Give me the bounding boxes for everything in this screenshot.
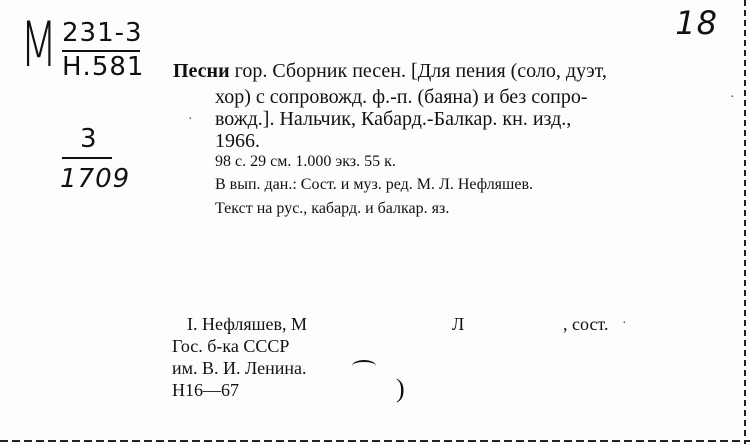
- speck-mark: ·: [188, 112, 193, 127]
- library-name-line-1: Гос. б-ка СССР: [172, 336, 290, 356]
- page-number: 18: [675, 4, 718, 42]
- card-edge-right: [744, 0, 746, 444]
- pen-mark-arc: [352, 360, 376, 372]
- entry-line-1: [173, 60, 607, 83]
- tracing-initial: Л: [452, 314, 465, 334]
- tracing-role: , сост.: [563, 314, 609, 334]
- inventory-divider: [62, 157, 112, 159]
- call-code-top: 231-3: [62, 18, 143, 48]
- entry-line-3: вожд.]. Нальчик, Кабард.-Балкар. кн. изд.,: [215, 108, 572, 130]
- speck-mark: ·: [622, 316, 627, 331]
- pen-mark-bracket: ): [396, 374, 405, 403]
- library-name-line-2: им. В. И. Ленина.: [172, 358, 307, 378]
- entry-line-2: хор) с сопровожд. ф.-п. (баяна) и без сопро-: [215, 86, 588, 108]
- entry-line-1-rest: гор. Сборник песен. [Для пения (соло, дуэт,: [234, 60, 607, 82]
- entry-language-note: Текст на рус., кабард. и балкар. яз.: [215, 200, 450, 217]
- speck-mark: ·: [730, 90, 735, 105]
- card-edge-bottom: [0, 440, 750, 442]
- entry-title: Песни: [173, 60, 230, 82]
- card-code: Н16—67: [172, 380, 239, 400]
- inventory-number-bottom: 1709: [60, 164, 131, 194]
- shelf-letter: М: [20, 8, 59, 81]
- tracing-author: I. Нефляшев, М: [187, 314, 308, 334]
- inventory-number-top: 3: [80, 124, 98, 154]
- entry-credits: В вып. дан.: Сост. и муз. ред. М. Л. Нефляшев.: [215, 176, 534, 193]
- call-code-bottom: Н.581: [62, 52, 145, 82]
- entry-physical-description: 98 с. 29 см. 1.000 экз. 55 к.: [215, 153, 396, 170]
- entry-line-4: 1966.: [215, 130, 260, 152]
